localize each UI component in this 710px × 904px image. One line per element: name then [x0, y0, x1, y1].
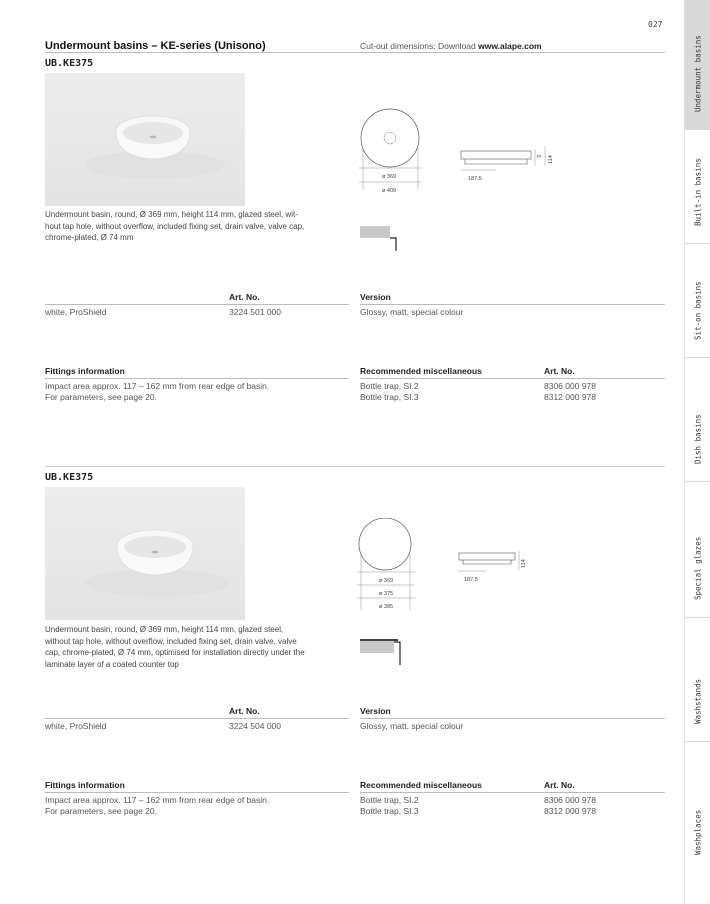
fittings-info: [45, 381, 269, 403]
dim-label: 114: [521, 559, 527, 568]
description-line: Undermount basin, round, Ø 369 mm, height 114 mm, glazed steel,: [45, 625, 284, 634]
article-number: 3224 504 000: [229, 721, 281, 731]
product-description: [45, 624, 355, 670]
version-value: Glossy, matt, special colour: [360, 307, 464, 317]
tab-label: Special glazes: [693, 536, 703, 600]
product-code: UB.KE375: [45, 58, 94, 69]
dim-label: 187,5: [468, 176, 482, 182]
misc-art-list: [544, 381, 596, 403]
product-photo: [45, 73, 245, 206]
art-no-header: Art. No.: [229, 292, 260, 302]
section-detail: [360, 633, 408, 669]
fittings-line: For parameters, see page 20.: [45, 806, 157, 816]
misc-list: [360, 381, 419, 403]
fittings-header: Fittings information: [45, 780, 125, 790]
fittings-line: Impact area approx. 117 – 162 mm from rear edge of basin.: [45, 381, 270, 391]
divider: [45, 378, 349, 379]
misc-item-art: 8312 000 978: [544, 806, 596, 816]
description-line: chrome-plated, Ø 74 mm: [45, 233, 134, 242]
version-value: Glossy, matt, special colour: [360, 721, 464, 731]
section-detail: [360, 218, 405, 253]
article-number: 3224 501 000: [229, 307, 281, 317]
fittings-header: Fittings information: [45, 366, 125, 376]
tab-washstands[interactable]: [685, 618, 710, 742]
tab-sit-on-basins[interactable]: [685, 244, 710, 358]
tab-built-in-basins[interactable]: [685, 130, 710, 244]
tab-special-glazes[interactable]: [685, 482, 710, 618]
divider: [360, 304, 665, 305]
dim-label: 114: [548, 155, 554, 164]
misc-item-name: Bottle trap, SI.2: [360, 795, 419, 805]
page-title: Undermount basins – KE-series (Unisono): [45, 40, 266, 52]
dim-label: ø 369: [382, 174, 397, 180]
fittings-line: Impact area approx. 117 – 162 mm from rear edge of basin.: [45, 795, 270, 805]
tab-label: Undermount basins: [693, 35, 703, 112]
technical-drawing: [355, 518, 535, 613]
description-line: hout tap hole, without overflow, included fixing set, drain valve, valve cap,: [45, 221, 305, 231]
misc-item-art: 8306 000 978: [544, 795, 596, 805]
misc-art-list: [544, 795, 596, 817]
variant-name: white, ProShield: [45, 307, 107, 317]
misc-header: Recommended miscellaneous: [360, 366, 482, 376]
title-divider: [45, 52, 665, 53]
divider: [360, 718, 665, 719]
misc-item-name: Bottle trap, SI.3: [360, 806, 419, 816]
product-code: UB.KE375: [45, 472, 94, 483]
tab-label: Dish basins: [693, 414, 703, 464]
technical-drawing: [355, 108, 555, 198]
divider: [45, 304, 349, 305]
tab-dish-basins[interactable]: [685, 358, 710, 482]
tab-label: Washplaces: [693, 809, 703, 855]
fittings-info: [45, 795, 269, 817]
version-header: Version: [360, 292, 391, 302]
description-line: laminate layer of a coated counter top: [45, 659, 179, 669]
dim-label: ø 375: [379, 591, 394, 597]
divider: [360, 378, 665, 379]
dim-label: 187,5: [464, 577, 478, 583]
page-number: 027: [648, 20, 663, 29]
tab-label: Washstands: [693, 678, 703, 724]
divider: [45, 718, 349, 719]
tab-washplaces[interactable]: [685, 742, 710, 872]
misc-item-art: 8312 000 978: [544, 392, 596, 402]
divider: [45, 792, 349, 793]
version-header: Version: [360, 706, 391, 716]
variant-name: white, ProShield: [45, 721, 107, 731]
misc-art-header: Art. No.: [544, 366, 575, 376]
misc-item-art: 8306 000 978: [544, 381, 596, 391]
product-description: [45, 209, 355, 244]
side-navigation: [684, 0, 710, 904]
tab-label: Sit-on basins: [693, 281, 703, 340]
description-line: Undermount basin, round, Ø 369 mm, height 114 mm, glazed steel, wit-: [45, 210, 298, 219]
product-photo: [45, 487, 245, 620]
cutout-note: [360, 41, 542, 51]
cutout-prefix: Cut-out dimensions: Download: [360, 41, 476, 51]
divider: [360, 792, 665, 793]
tab-label: Built-in basins: [693, 158, 703, 226]
fittings-line: For parameters, see page 20.: [45, 392, 157, 402]
dim-label: 3: [537, 154, 543, 158]
description-line: without tap hole, without overflow, included fixing set, drain valve, valve: [45, 636, 297, 646]
misc-art-header: Art. No.: [544, 780, 575, 790]
art-no-header: Art. No.: [229, 706, 260, 716]
misc-header: Recommended miscellaneous: [360, 780, 482, 790]
dim-label: ø 369: [379, 578, 394, 584]
section-divider: [45, 466, 665, 467]
dim-label: ø 409: [382, 188, 397, 194]
description-line: cap, chrome-plated, Ø 74 mm, optimised for installation directly under the: [45, 648, 305, 657]
misc-list: [360, 795, 419, 817]
dim-label: ø 385: [379, 604, 394, 610]
tab-undermount-basins[interactable]: [685, 0, 710, 130]
misc-item-name: Bottle trap, SI.2: [360, 381, 419, 391]
misc-item-name: Bottle trap, SI.3: [360, 392, 419, 402]
cutout-link[interactable]: www.alape.com: [478, 41, 542, 51]
